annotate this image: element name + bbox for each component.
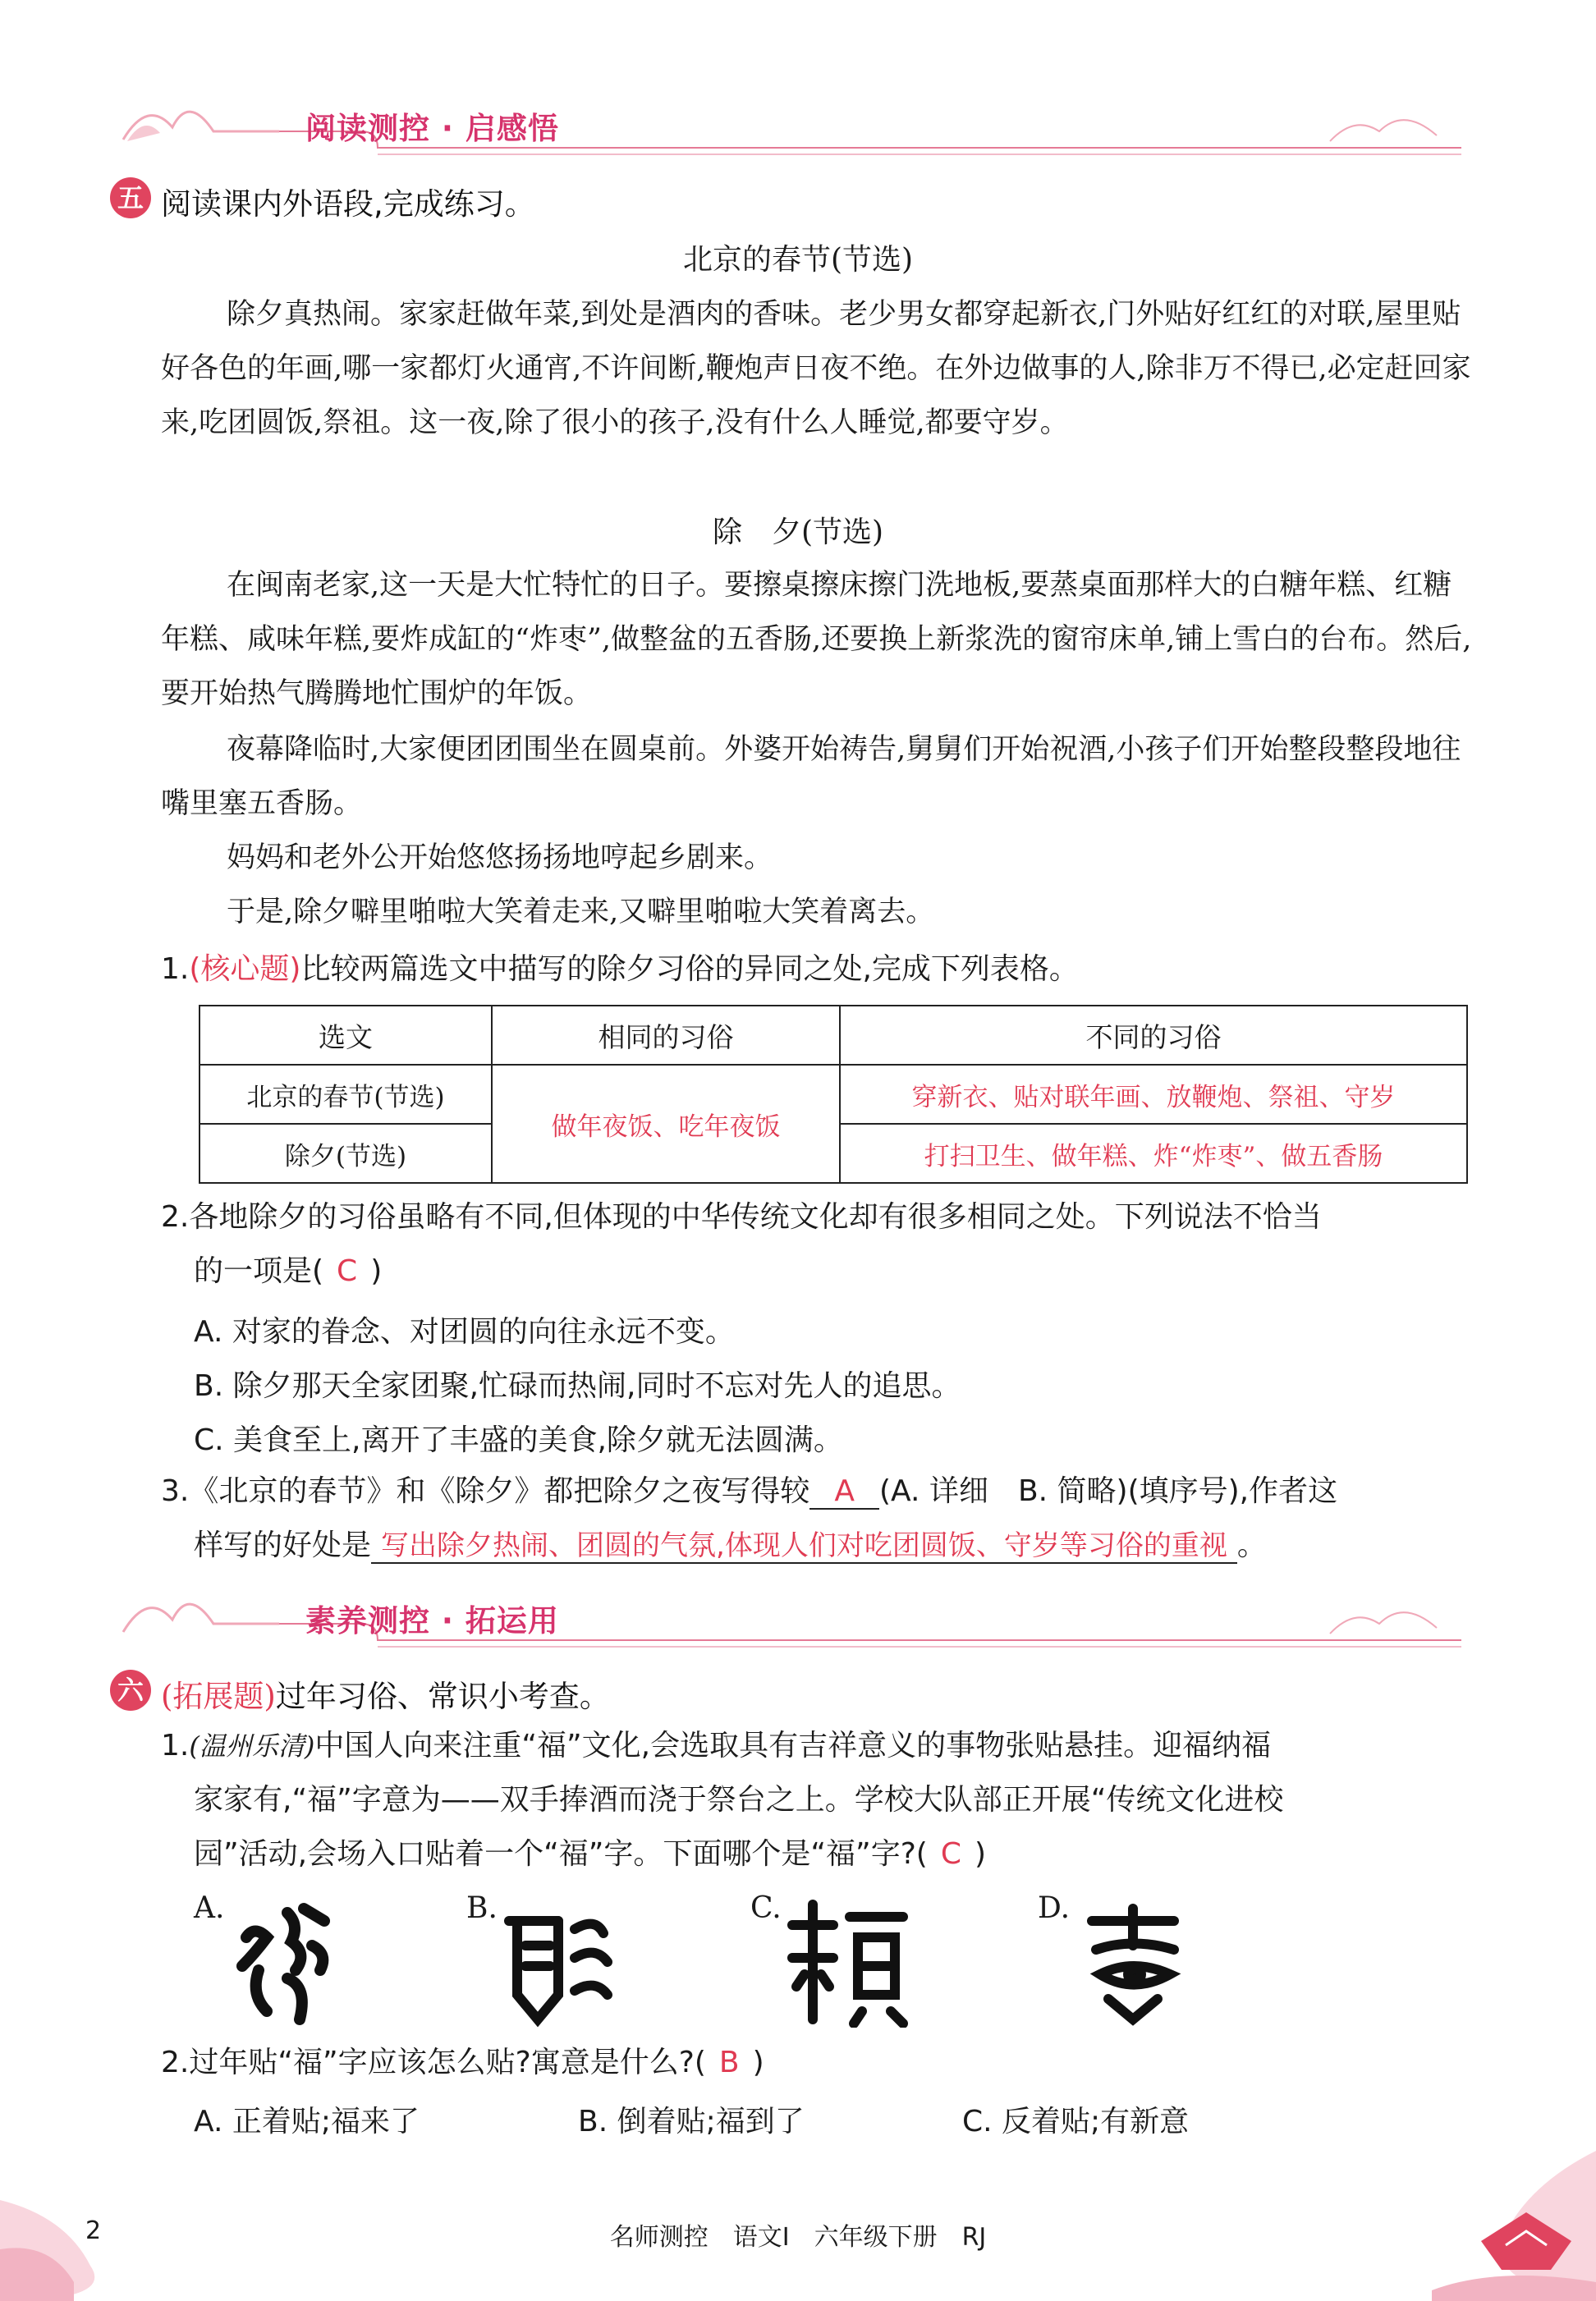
table-header: 选文: [200, 1006, 492, 1065]
ancient-character-d-icon: [1075, 1888, 1199, 2028]
table-cell-diff: 打扫卫生、做年糕、炸“炸枣”、做五香肠: [840, 1124, 1467, 1183]
answer-text: C: [940, 1837, 961, 1871]
table-header-row: [200, 1006, 1467, 1065]
question-text-line: 家家有,“福”字意为——双手捧酒而浇于祭台之上。学校大队部正开展“传统文化进校: [194, 1783, 1284, 1817]
table-row: [200, 1065, 1467, 1124]
ancient-character-c-icon: [780, 1888, 920, 2028]
passage-title-note: (节选): [800, 516, 884, 549]
table-header: 相同的习俗: [492, 1006, 840, 1065]
option-item: A. 对家的眷念、对团圆的向往永远不变。: [194, 1315, 735, 1349]
table-cell-name: 除夕(节选): [200, 1124, 492, 1183]
question-2: [161, 2036, 1474, 2090]
answer-text: 写出除夕热闹、团圆的气氛,体现人们对吃团圆饭、守岁等习俗的重视: [371, 1529, 1237, 1564]
question-text: 《北京的春节》和《除夕》都把除夕之夜写得较: [189, 1474, 810, 1508]
question-text: ): [752, 2046, 764, 2079]
answer-text: C: [337, 1254, 358, 1288]
option-item: A. 正着贴;福来了: [194, 2105, 420, 2138]
passage-paragraph: 于是,除夕噼里啪啦大笑着走来,又噼里啪啦大笑着离去。: [227, 896, 935, 928]
option-item: C. 反着贴;有新意: [962, 2105, 1190, 2138]
question-2: [161, 1190, 1474, 1244]
passage-title-note: (节选): [830, 243, 914, 277]
table-cell-diff: 穿新衣、贴对联年画、放鞭炮、祭祖、守岁: [840, 1065, 1467, 1124]
option-label: D.: [1038, 1891, 1071, 1925]
question-1: [161, 942, 1474, 997]
passage-title: [0, 509, 1596, 551]
page-number: 2: [85, 2216, 102, 2245]
option-item: C. 美食至上,离开了丰盛的美食,除夕就无法圆满。: [194, 1423, 843, 1457]
option-item: B. 倒着贴;福到了: [578, 2105, 805, 2138]
question-number: 1.: [161, 952, 190, 986]
section-badge: 五: [110, 177, 151, 218]
section-instruction: 阅读课内外语段,完成练习。: [161, 186, 535, 222]
passage-title-text: 除 夕: [712, 516, 801, 549]
passage-paragraph: 除夕真热闹。家家赶做年菜,到处是酒肉的香味。老少男女都穿起新衣,门外贴好红红的对联,屋里贴好各色的年画,哪一家都灯火通宵,不许间断,鞭炮声日夜不绝。在外边做事的人,除非万不得已,必定赶回家来,吃团圆饭,祭祖。这一夜,除了很小的孩子,没有什么人睡觉,都要守岁。: [161, 298, 1471, 439]
option-label: B.: [466, 1891, 498, 1925]
comparison-table: [199, 1005, 1468, 1184]
banner-title: 阅读测控 · 启感悟: [305, 111, 559, 146]
question-3: [161, 1464, 1474, 1519]
question-number: 3.: [161, 1474, 190, 1508]
question-text: 。: [1236, 1529, 1267, 1562]
question-text: 各地除夕的习俗虽略有不同,但体现的中华传统文化却有很多相同之处。下列说法不恰当: [189, 1200, 1322, 1234]
question-number: 2.: [161, 1200, 190, 1234]
question-text: 样写的好处是: [194, 1529, 372, 1562]
table-header: 不同的习俗: [840, 1006, 1467, 1065]
question-text: ): [370, 1254, 383, 1288]
table-cell-same: 做年夜饭、吃年夜饭: [492, 1065, 840, 1183]
question-text: 的一项是(: [194, 1254, 324, 1288]
ancient-character-b-icon: [501, 1888, 624, 2028]
passage-paragraph: 妈妈和老外公开始悠悠扬扬地哼起乡剧来。: [227, 841, 773, 874]
table-cell-name: 北京的春节(节选): [200, 1065, 492, 1124]
banner-title: 素养测控 · 拓运用: [305, 1603, 559, 1639]
question-3-line2: [194, 1519, 1507, 1573]
section-tag: (拓展题): [161, 1679, 276, 1714]
question-tag: (核心题): [189, 952, 301, 986]
question-number: 1.: [161, 1729, 190, 1762]
question-2-line2: [194, 1244, 1507, 1299]
passage-paragraph: 在闽南老家,这一天是大忙特忙的日子。要擦桌擦床擦门洗地板,要蒸桌面那样大的白糖年糕、红糖年糕、咸味年糕,要炸成缸的“炸枣”,做整盆的五香肠,还要换上新浆洗的窗帘床单,铺上雪白的台布。然后,要开始热气腾腾地忙围炉的年饭。: [161, 569, 1472, 710]
question-tag: (温州乐清): [189, 1730, 315, 1762]
question-text: 比较两篇选文中描写的除夕习俗的异同之处,完成下列表格。: [300, 952, 1079, 986]
option-label: C.: [750, 1891, 782, 1925]
section-badge: 六: [110, 1670, 151, 1711]
ancient-character-a-icon: [230, 1888, 337, 2028]
passage-paragraph: 夜幕降临时,大家便团团围坐在圆桌前。外婆开始祷告,舅舅们开始祝酒,小孩子们开始整段整段地往嘴里塞五香肠。: [161, 733, 1461, 820]
question-text: 园”活动,会场入口贴着一个“福”字。下面哪个是“福”字?(: [194, 1837, 928, 1871]
section-instruction-text: 过年习俗、常识小考查。: [275, 1679, 610, 1714]
question-1: [161, 1719, 1474, 1773]
answer-text: B: [718, 2046, 740, 2079]
question-text: 过年贴“福”字应该怎么贴?寓意是什么?(: [189, 2046, 706, 2079]
answer-text: A: [809, 1474, 879, 1510]
question-number: 2.: [161, 2046, 190, 2079]
question-text: ): [975, 1837, 987, 1871]
passage-title: [0, 236, 1596, 278]
footer-title: 名师测控 语文Ⅰ 六年级下册 RJ: [609, 2223, 987, 2252]
question-text: (A. 详细 B. 简略)(填序号),作者这: [879, 1474, 1338, 1508]
section-instruction: [161, 1671, 610, 1716]
question-text: 中国人向来注重“福”文化,会选取具有吉祥意义的事物张贴悬挂。迎福纳福: [314, 1729, 1272, 1762]
passage-title-text: 北京的春节: [682, 243, 831, 277]
option-label: A.: [194, 1891, 225, 1925]
option-item: B. 除夕那天全家团聚,忙碌而热闹,同时不忘对先人的追思。: [194, 1369, 961, 1403]
question-text-line: [194, 1827, 1507, 1882]
